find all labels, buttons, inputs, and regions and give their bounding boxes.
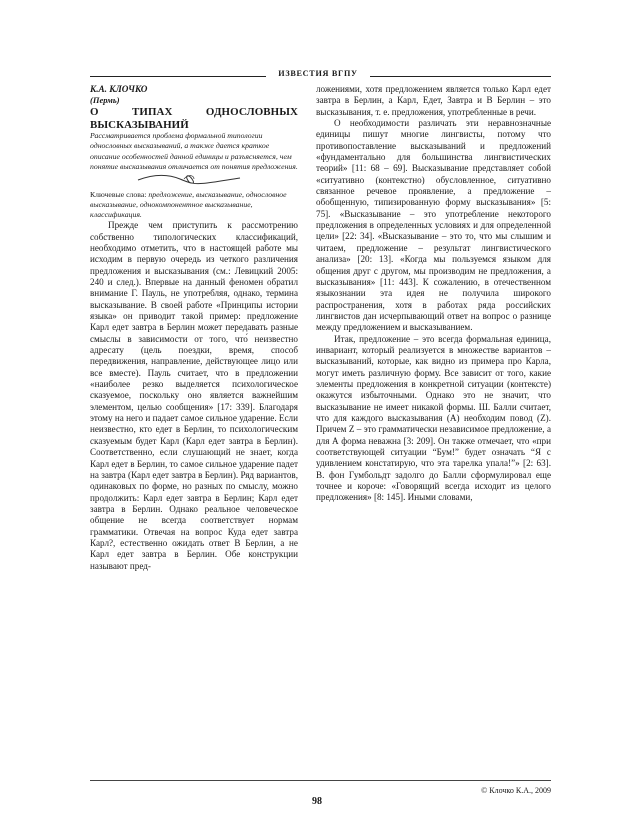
- body-paragraph-4: Итак, предложение – это всегда формальная единица, инвариант, который реализуется в множестве вариантов – высказываний, которые, как видно из примера про Карла, могут иметь различную форму. Все зависит от того, какие элементы предложения в конкретной ситуации (контексте) окажутся избыточными. Однако это не значит, что высказывание не имеет никакой формы. Ш. Балли считает, что для каждого высказывания (А) необходим повод (Z). Причем Z – это грамматически независимое предложение, а для А форма неважна [3: 209]. Он также отмечает, что «при соответствующей ситуации “Бум!” будет означать “Я с удивлением констатирую, что эта тарелка упала!”» [2: 63]. В. фон Гумбольдт задолго до Балли сформулировал еще точнее и короче: «Говорящий всегда исходит из целого предложения» [8: 145]. Иными словами,: [316, 333, 551, 503]
- footer-rule: [90, 780, 551, 781]
- page-number: 98: [312, 796, 322, 807]
- body-paragraph-1: Прежде чем приступить к рассмотрению собственно типологических классификаций, необходимо отметить, что в настоящей работе мы исходим в первую очередь из четкого различения предложения и высказывания (см.: Левицкий 2005: 240 и след.). Впервые на данный феномен обратил внимание Г. Пауль, не употребляя, однако, термина высказывание. В своей работе «Принципы истории языка» он приводит такой пример: предложение Карл едет завтра в Берлин может передавать разные смыслы в зависимости от того, что́ неизвестно адресату (цель поездки, время, способ передвижения, направление, действующее лицо или все вместе). Пауль считает, что в предложении «наиболее резко выделяется психологическое сказуемое, поскольку оно является важнейшим элементом, целью сообщения» [17: 339]. Благодаря этому на него и падает самое сильное ударение. Если неизвестно, кто едет в Берлин, то психологическим сказуемым будет Карл (Карл едет завтра в Берлин). Соответственно, если слушающий не знает, когда Карл едет в Берлин, то самое сильное ударение падет на завтра (Карл едет завтра в Берлин). Ряд вариантов, одинаковых по форме, но разных по смыслу, можно продолжить: Карл едет завтра в Берлин; Карл едет завтра в Берлин. Однако реальное человеческое общение не всегда соответствует нормам грамматики. Отвечая на вопрос Куда едет завтра Карл?, естественно ожидать ответ В Берлин, а не Карл едет завтра в Берлин. Обе конструкции называют пред-: [90, 220, 298, 571]
- article-author: К.А. КЛОЧКО: [90, 84, 148, 94]
- article-abstract: Рассматривается проблема формальной типологии однословных высказываний, а также дается краткое описание особенностей данной единицы и разъясняется, чем понятие высказывания отличается от понятия предложения.: [90, 131, 298, 171]
- ornament-divider-icon: [134, 172, 244, 186]
- right-column: [316, 84, 551, 504]
- left-column: [90, 84, 298, 572]
- keywords: [90, 190, 298, 220]
- header-rule-right: [370, 76, 551, 77]
- article-city: (Пермь): [90, 95, 120, 105]
- article-title: О ТИПАХ ОДНОСЛОВНЫХ ВЫСКАЗЫВАНИЙ: [90, 106, 298, 131]
- body-paragraph-3: О необходимости различать эти неравнозначные единицы пишут многие лингвисты, потому что противопоставление высказываний и предложений «фундаментально для большинства лингвистических теорий» [11: 68 – 69]. Высказывание представляет собой «ситуативно (контекстно) обусловленное, ситуативно связанное речевое проявление, а предложение – обобщенную, типизированную форму высказывания» [5: 75]. «Высказывание – это употребление некоторого предложения в определенных условиях и для определенной цели» [22: 34]. «Высказывание – это то, что мы слышим и читаем, предложение – результат лингвистического анализа» [20: 13]. «Когда мы пользуемся языком для общения друг с другом, мы производим не предложения, а высказывания» [11: 443]. К сожалению, в отечественном языкознании эта идея не получила широкого распространения, хотя в работах ряда российских лингвистов дан исчерпывающий ответ на вопрос о разнице между предложением и высказыванием.: [316, 118, 551, 333]
- journal-header: ИЗВЕСТИЯ ВГПУ: [278, 69, 358, 78]
- copyright-notice: © Клочко К.А., 2009: [481, 786, 551, 795]
- header-rule-left: [90, 76, 266, 77]
- keywords-label: Ключевые слова:: [90, 189, 147, 199]
- keywords-list: предложение, высказывание, однословное высказывание, однокомпонентное высказывание, классификация.: [90, 189, 287, 220]
- body-paragraph-2: ложениями, хотя предложением является только Карл едет завтра в Берлин, а Карл, Едет, Завтра и В Берлин – это высказывания, т. е. предложения, употребленные в речи.: [316, 84, 551, 117]
